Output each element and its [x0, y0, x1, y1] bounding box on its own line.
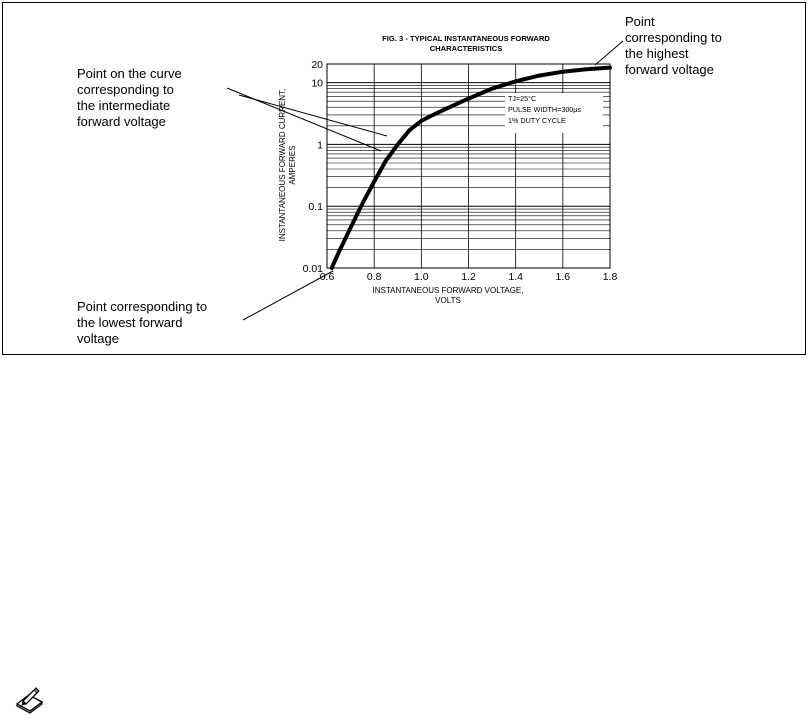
x-tick-label: 1.0 [414, 271, 429, 283]
x-tick-label: 1.6 [555, 271, 571, 283]
annotation-intermediate-point: Point on the curve corresponding to the intermediate forward voltage [77, 66, 182, 129]
y-tick-label: 0.01 [302, 263, 323, 275]
annotation-highest-point: Point corresponding to the highest forward voltage [625, 14, 722, 77]
conditions-text: PULSE WIDTH=300μs [508, 105, 582, 114]
annotation-lowest-point: Point corresponding to the lowest forward voltage [77, 299, 208, 346]
note-pencil-icon [14, 684, 44, 714]
figure-frame [2, 2, 806, 355]
leader-line-lowest [243, 271, 333, 320]
conditions-text: 1% DUTY CYCLE [508, 116, 566, 125]
y-tick-label: 10 [311, 77, 323, 90]
x-tick-label: 0.6 [319, 271, 335, 283]
y-tick-label: 1 [317, 139, 323, 152]
chart-text [278, 34, 617, 305]
x-tick-label: 1.2 [461, 271, 476, 283]
chart-title: FIG. 3 - TYPICAL INSTANTANEOUS FORWARD [382, 34, 550, 43]
conditions-text: TJ=25°C [508, 94, 537, 103]
y-axis-label: INSTANTANEOUS FORWARD CURRENT, [278, 88, 287, 242]
x-tick-label: 1.8 [602, 271, 618, 283]
y-axis-label: AMPERES [288, 145, 297, 185]
x-axis-label: VOLTS [435, 296, 461, 305]
y-tick-label: 20 [311, 59, 323, 71]
x-axis-label: INSTANTANEOUS FORWARD VOLTAGE, [372, 286, 524, 295]
y-tick-label: 0.1 [308, 201, 323, 214]
x-tick-label: 1.4 [508, 271, 523, 283]
x-tick-label: 0.8 [366, 271, 382, 283]
chart-title: CHARACTERISTICS [429, 44, 503, 53]
leader-line-highest [595, 41, 623, 65]
leader-line-intermediate [227, 88, 381, 151]
